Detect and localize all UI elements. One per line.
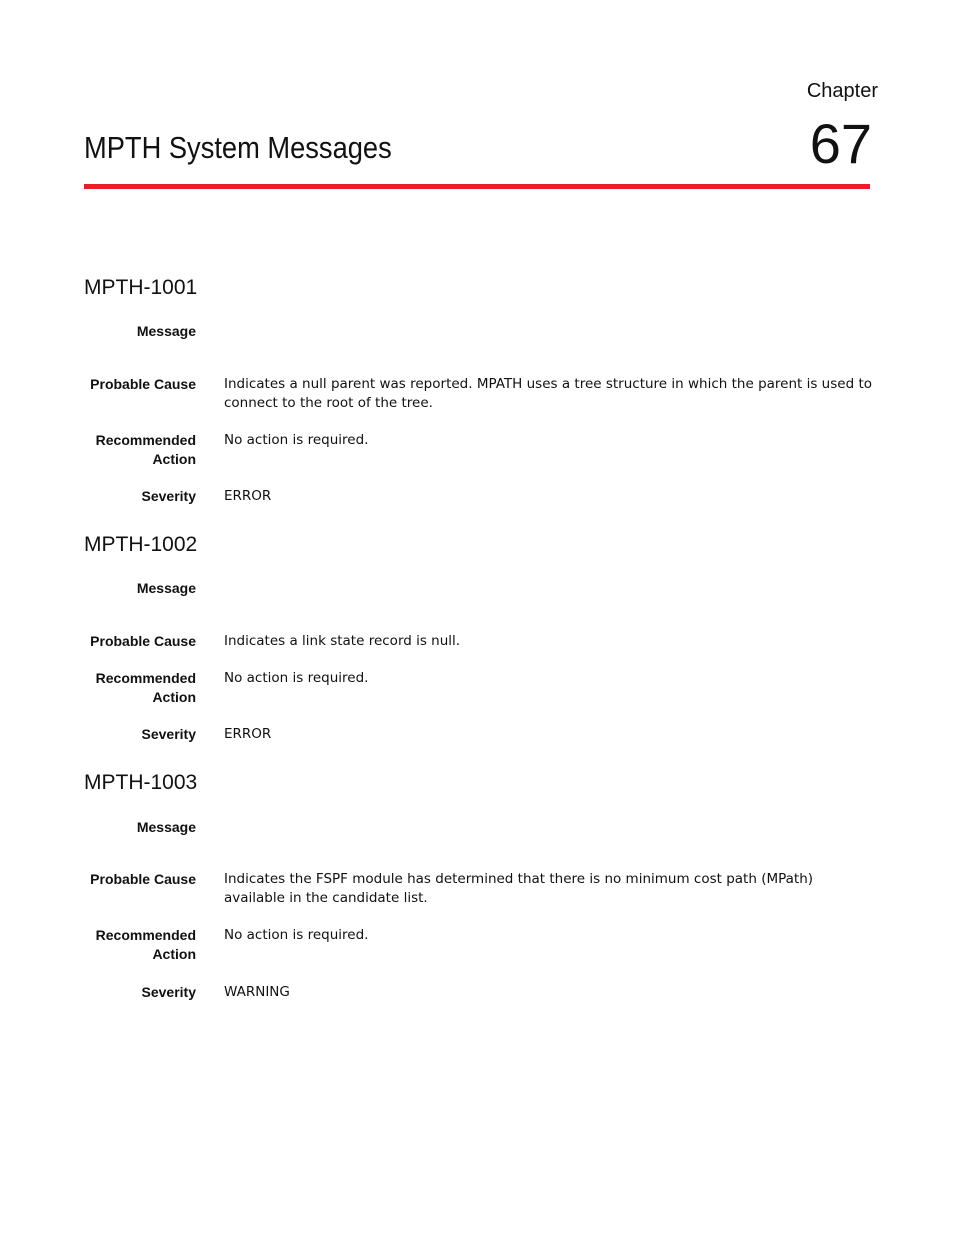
- recommended-action-label-line1: Recommended: [95, 927, 196, 943]
- recommended-action-label: [56, 669, 196, 707]
- recommended-action-label-line2: Action: [152, 689, 196, 705]
- probable-cause-value: Indicates a null parent was reported. MPATH uses a tree structure in which the parent is used to connect to the root of the tree.: [224, 376, 872, 411]
- recommended-action-label: [56, 926, 196, 964]
- probable-cause-value: Indicates the FSPF module has determined that there is no minimum cost path (MPath) available in the candidate list.: [224, 871, 814, 906]
- page-title: MPTH System Messages: [84, 130, 392, 165]
- probable-cause-label: Probable Cause: [90, 871, 196, 887]
- message-label: Message: [136, 819, 196, 835]
- severity-label: Severity: [141, 488, 196, 504]
- section-title: MPTH-1002: [84, 533, 198, 556]
- severity-label: Severity: [141, 984, 196, 1000]
- recommended-action-value: No action is required.: [224, 927, 369, 943]
- recommended-action-value: No action is required.: [224, 432, 369, 448]
- chapter-number: 67: [809, 112, 872, 175]
- recommended-action-label: [56, 431, 196, 469]
- section-title: MPTH-1003: [84, 771, 198, 794]
- severity-value: ERROR: [224, 488, 272, 504]
- recommended-action-label-line1: Recommended: [95, 670, 196, 686]
- section-title: MPTH-1001: [84, 276, 198, 299]
- title-rule: [84, 184, 870, 189]
- recommended-action-label-line2: Action: [152, 946, 196, 962]
- severity-label: Severity: [141, 726, 196, 742]
- message-label: Message: [136, 323, 196, 339]
- probable-cause-label: Probable Cause: [90, 633, 196, 649]
- chapter-label: Chapter: [806, 80, 878, 102]
- message-label: Message: [136, 580, 196, 596]
- probable-cause-value: Indicates a link state record is null.: [224, 633, 461, 649]
- severity-value: ERROR: [224, 726, 272, 742]
- severity-value: WARNING: [224, 984, 290, 1000]
- recommended-action-label-line1: Recommended: [95, 432, 196, 448]
- probable-cause-label: Probable Cause: [90, 376, 196, 392]
- recommended-action-label-line2: Action: [152, 451, 196, 467]
- recommended-action-value: No action is required.: [224, 670, 369, 686]
